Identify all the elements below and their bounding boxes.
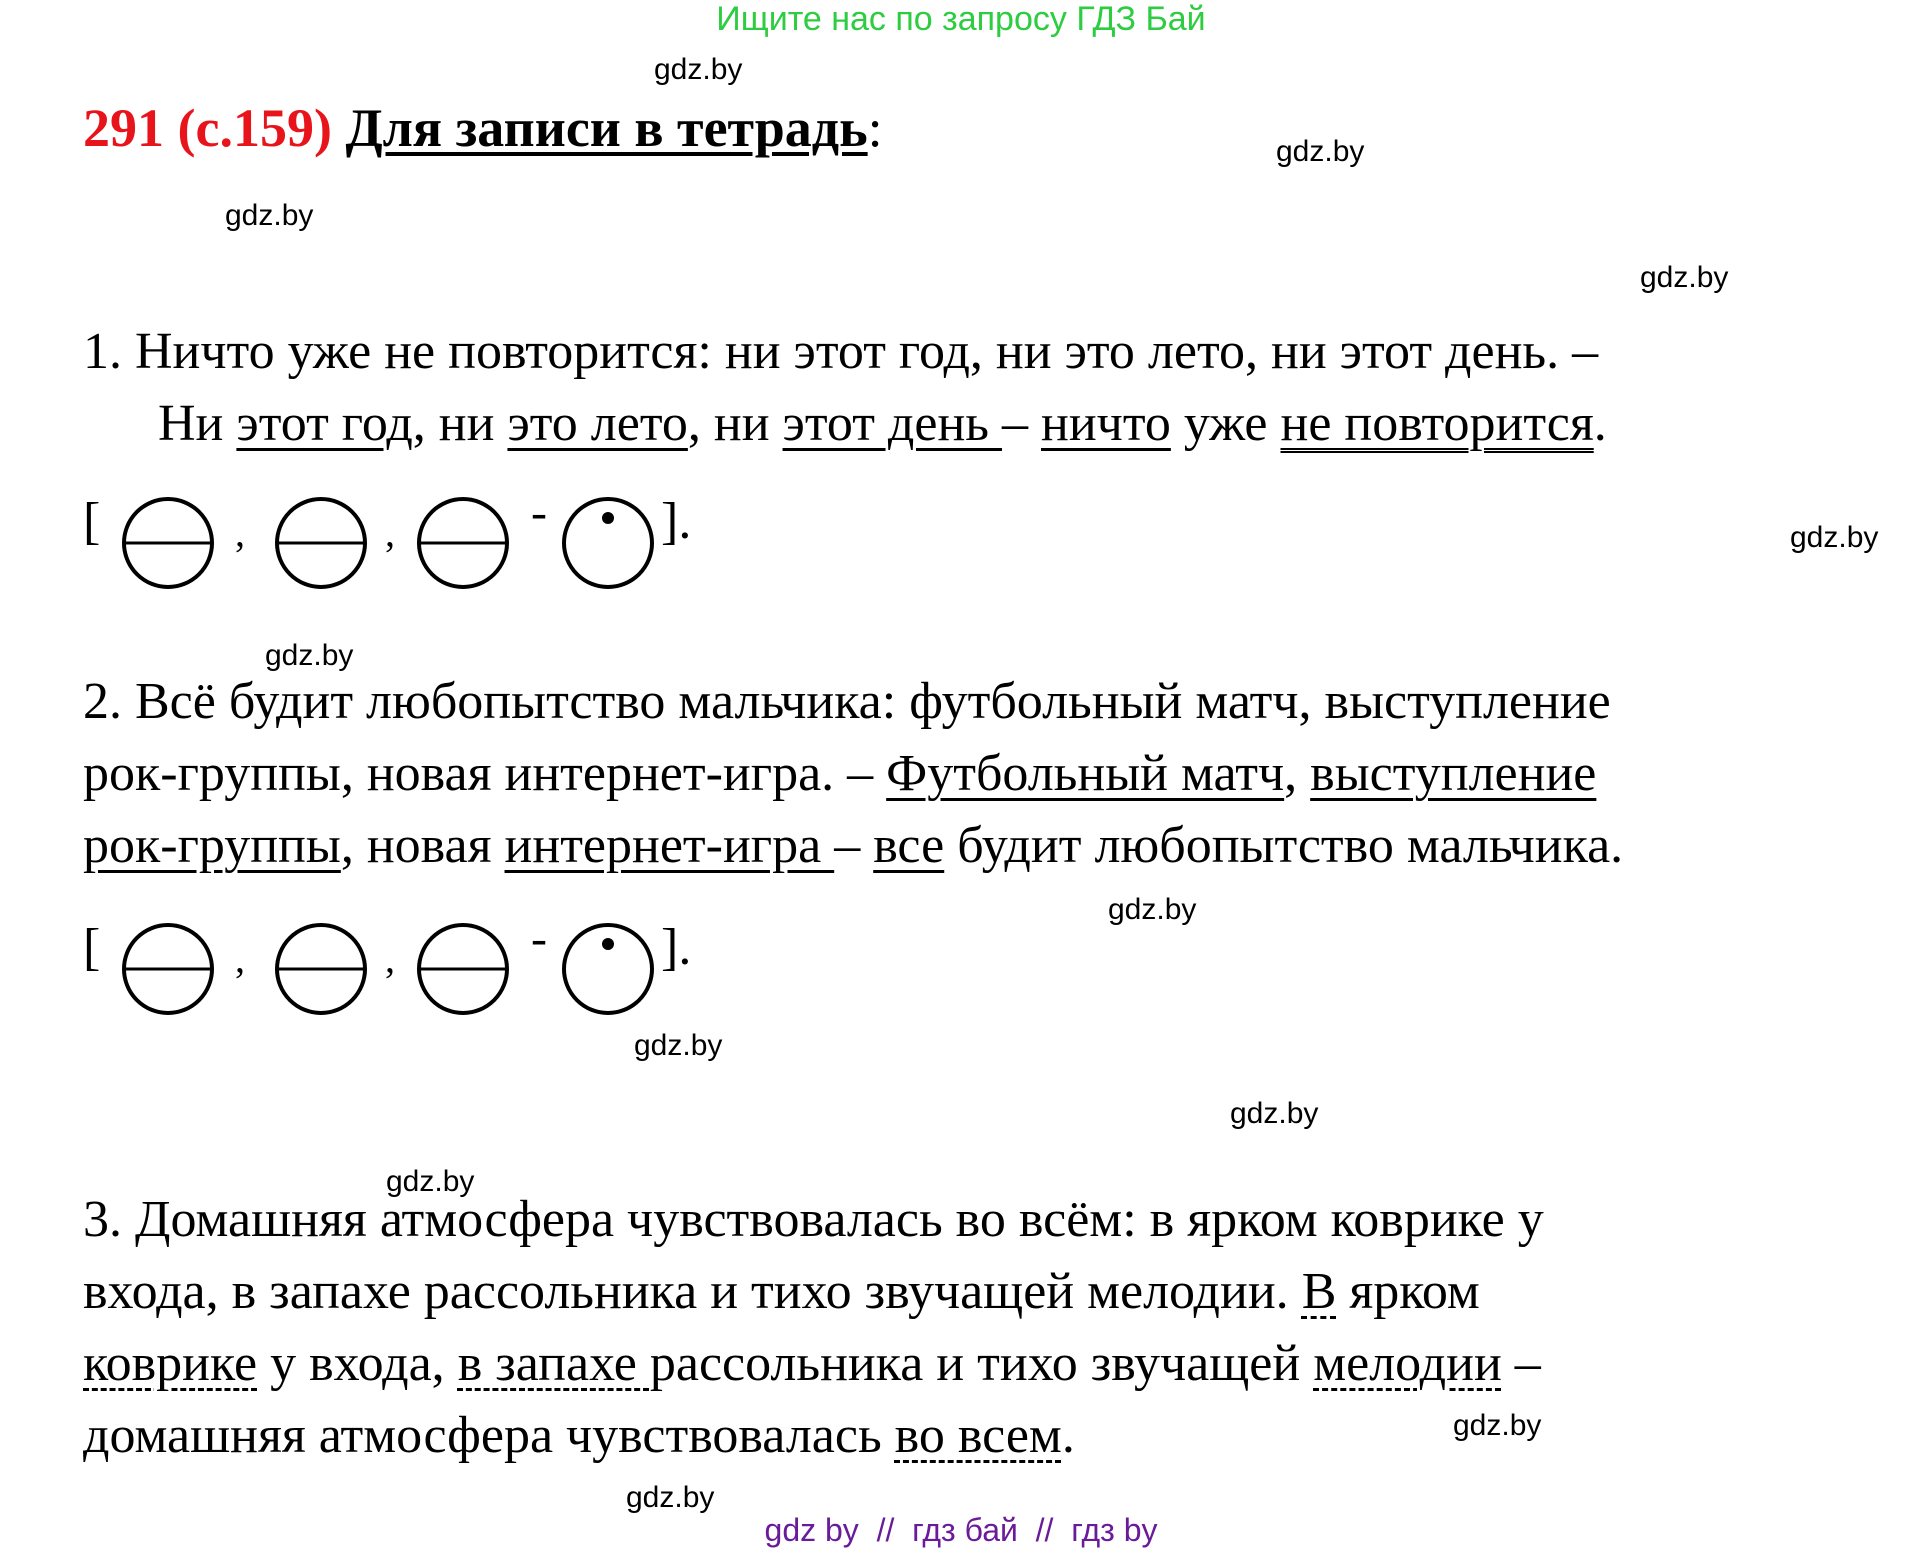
text: – <box>834 817 874 874</box>
scheme-close-bracket: ]. <box>661 493 692 550</box>
text: , ни <box>687 395 783 452</box>
subject-underlined: рок-группы <box>83 817 341 874</box>
scheme-dot <box>602 938 614 950</box>
footer-links: gdz by // гдз бай // гдз by <box>764 1512 1158 1548</box>
text: , <box>1284 745 1311 802</box>
adverbial-underlined: в запахе <box>457 1335 650 1392</box>
sentence2-line3 <box>83 816 1623 876</box>
watermark: gdz.by <box>1276 135 1365 168</box>
text: Ни <box>158 395 237 452</box>
sentence3-line1: 3. Домашняя атмосфера чувствовалась во всём: в ярком коврике у <box>83 1191 1544 1248</box>
watermark: gdz.by <box>634 1029 723 1062</box>
predicate-double-underlined: не повторится <box>1280 395 1594 452</box>
sentence1-line1: 1. Ничто уже не повторится: ни этот год, ни это лето, ни этот день. – <box>83 323 1599 380</box>
scheme-comma: , <box>385 936 395 981</box>
watermark: gdz.by <box>1640 261 1729 294</box>
scheme-comma: , <box>385 510 395 555</box>
subject-underlined: этот год <box>236 395 413 452</box>
watermark: gdz.by <box>1790 521 1879 554</box>
scheme-comma: , <box>235 936 245 981</box>
subject-underlined: этот день <box>782 395 1003 452</box>
subject-underlined: выступление <box>1310 745 1597 802</box>
sentence-scheme <box>83 914 723 1024</box>
text: , новая <box>340 817 505 874</box>
adverbial-underlined: коврике <box>83 1335 258 1392</box>
text: домашняя атмосфера чувствовалась <box>83 1407 895 1464</box>
subject-underlined: Футбольный матч <box>886 745 1285 802</box>
text: ярком <box>1336 1263 1480 1320</box>
adverbial-underlined: во всем <box>894 1407 1062 1464</box>
adverbial-underlined: В <box>1301 1263 1337 1320</box>
sentence1-line2 <box>158 394 1607 454</box>
watermark: gdz.by <box>386 1165 475 1198</box>
watermark: gdz.by <box>1230 1097 1319 1130</box>
sentence-scheme <box>83 488 723 598</box>
watermark: gdz.by <box>654 53 743 86</box>
subject-underlined: это лето <box>507 395 688 452</box>
scheme-comma: , <box>235 510 245 555</box>
text: , ни <box>412 395 508 452</box>
sentence2-line1: 2. Всё будит любопытство мальчика: футбольный матч, выступление <box>83 673 1611 730</box>
scheme-dot <box>602 512 614 524</box>
text: у входа, <box>257 1335 458 1392</box>
sentence3-line2 <box>83 1262 1480 1322</box>
sentence3-line4 <box>83 1406 1075 1466</box>
exercise-number: 291 (с.159) <box>83 98 332 158</box>
subject-underlined: интернет-игра <box>504 817 835 874</box>
text: уже <box>1170 395 1281 452</box>
sentence2-line2 <box>83 744 1596 804</box>
subject-underlined: ничто <box>1041 395 1171 452</box>
watermark: gdz.by <box>626 1481 715 1514</box>
scheme-open-bracket: [ <box>83 919 101 976</box>
watermark: gdz.by <box>1453 1409 1542 1442</box>
sentence3-line3 <box>83 1334 1541 1394</box>
watermark: gdz.by <box>225 199 314 232</box>
top-banner: Ищите нас по запросу ГДЗ Бай <box>716 0 1206 38</box>
scheme-dash: - <box>531 914 547 965</box>
scheme-open-bracket: [ <box>83 493 101 550</box>
heading-colon: : <box>867 98 883 158</box>
watermark: gdz.by <box>265 639 354 672</box>
watermark: gdz.by <box>1108 893 1197 926</box>
text: – <box>1501 1335 1541 1392</box>
text: рассольника и тихо звучащей <box>649 1335 1314 1392</box>
text: рок-группы, новая интернет-игра. – <box>83 745 887 802</box>
scheme-close-bracket: ]. <box>661 919 692 976</box>
text: . <box>1593 395 1607 452</box>
exercise-title: Для записи в тетрадь <box>345 98 868 158</box>
exercise-heading <box>83 96 883 160</box>
text: . <box>1061 1407 1075 1464</box>
text: – <box>1002 395 1042 452</box>
scheme-dash: - <box>531 488 547 539</box>
text: входа, в запахе рассольника и тихо звучащей мелодии. <box>83 1263 1302 1320</box>
adverbial-underlined: мелодии <box>1313 1335 1502 1392</box>
subject-underlined: все <box>873 817 945 874</box>
text: будит любопытство мальчика. <box>944 817 1624 874</box>
